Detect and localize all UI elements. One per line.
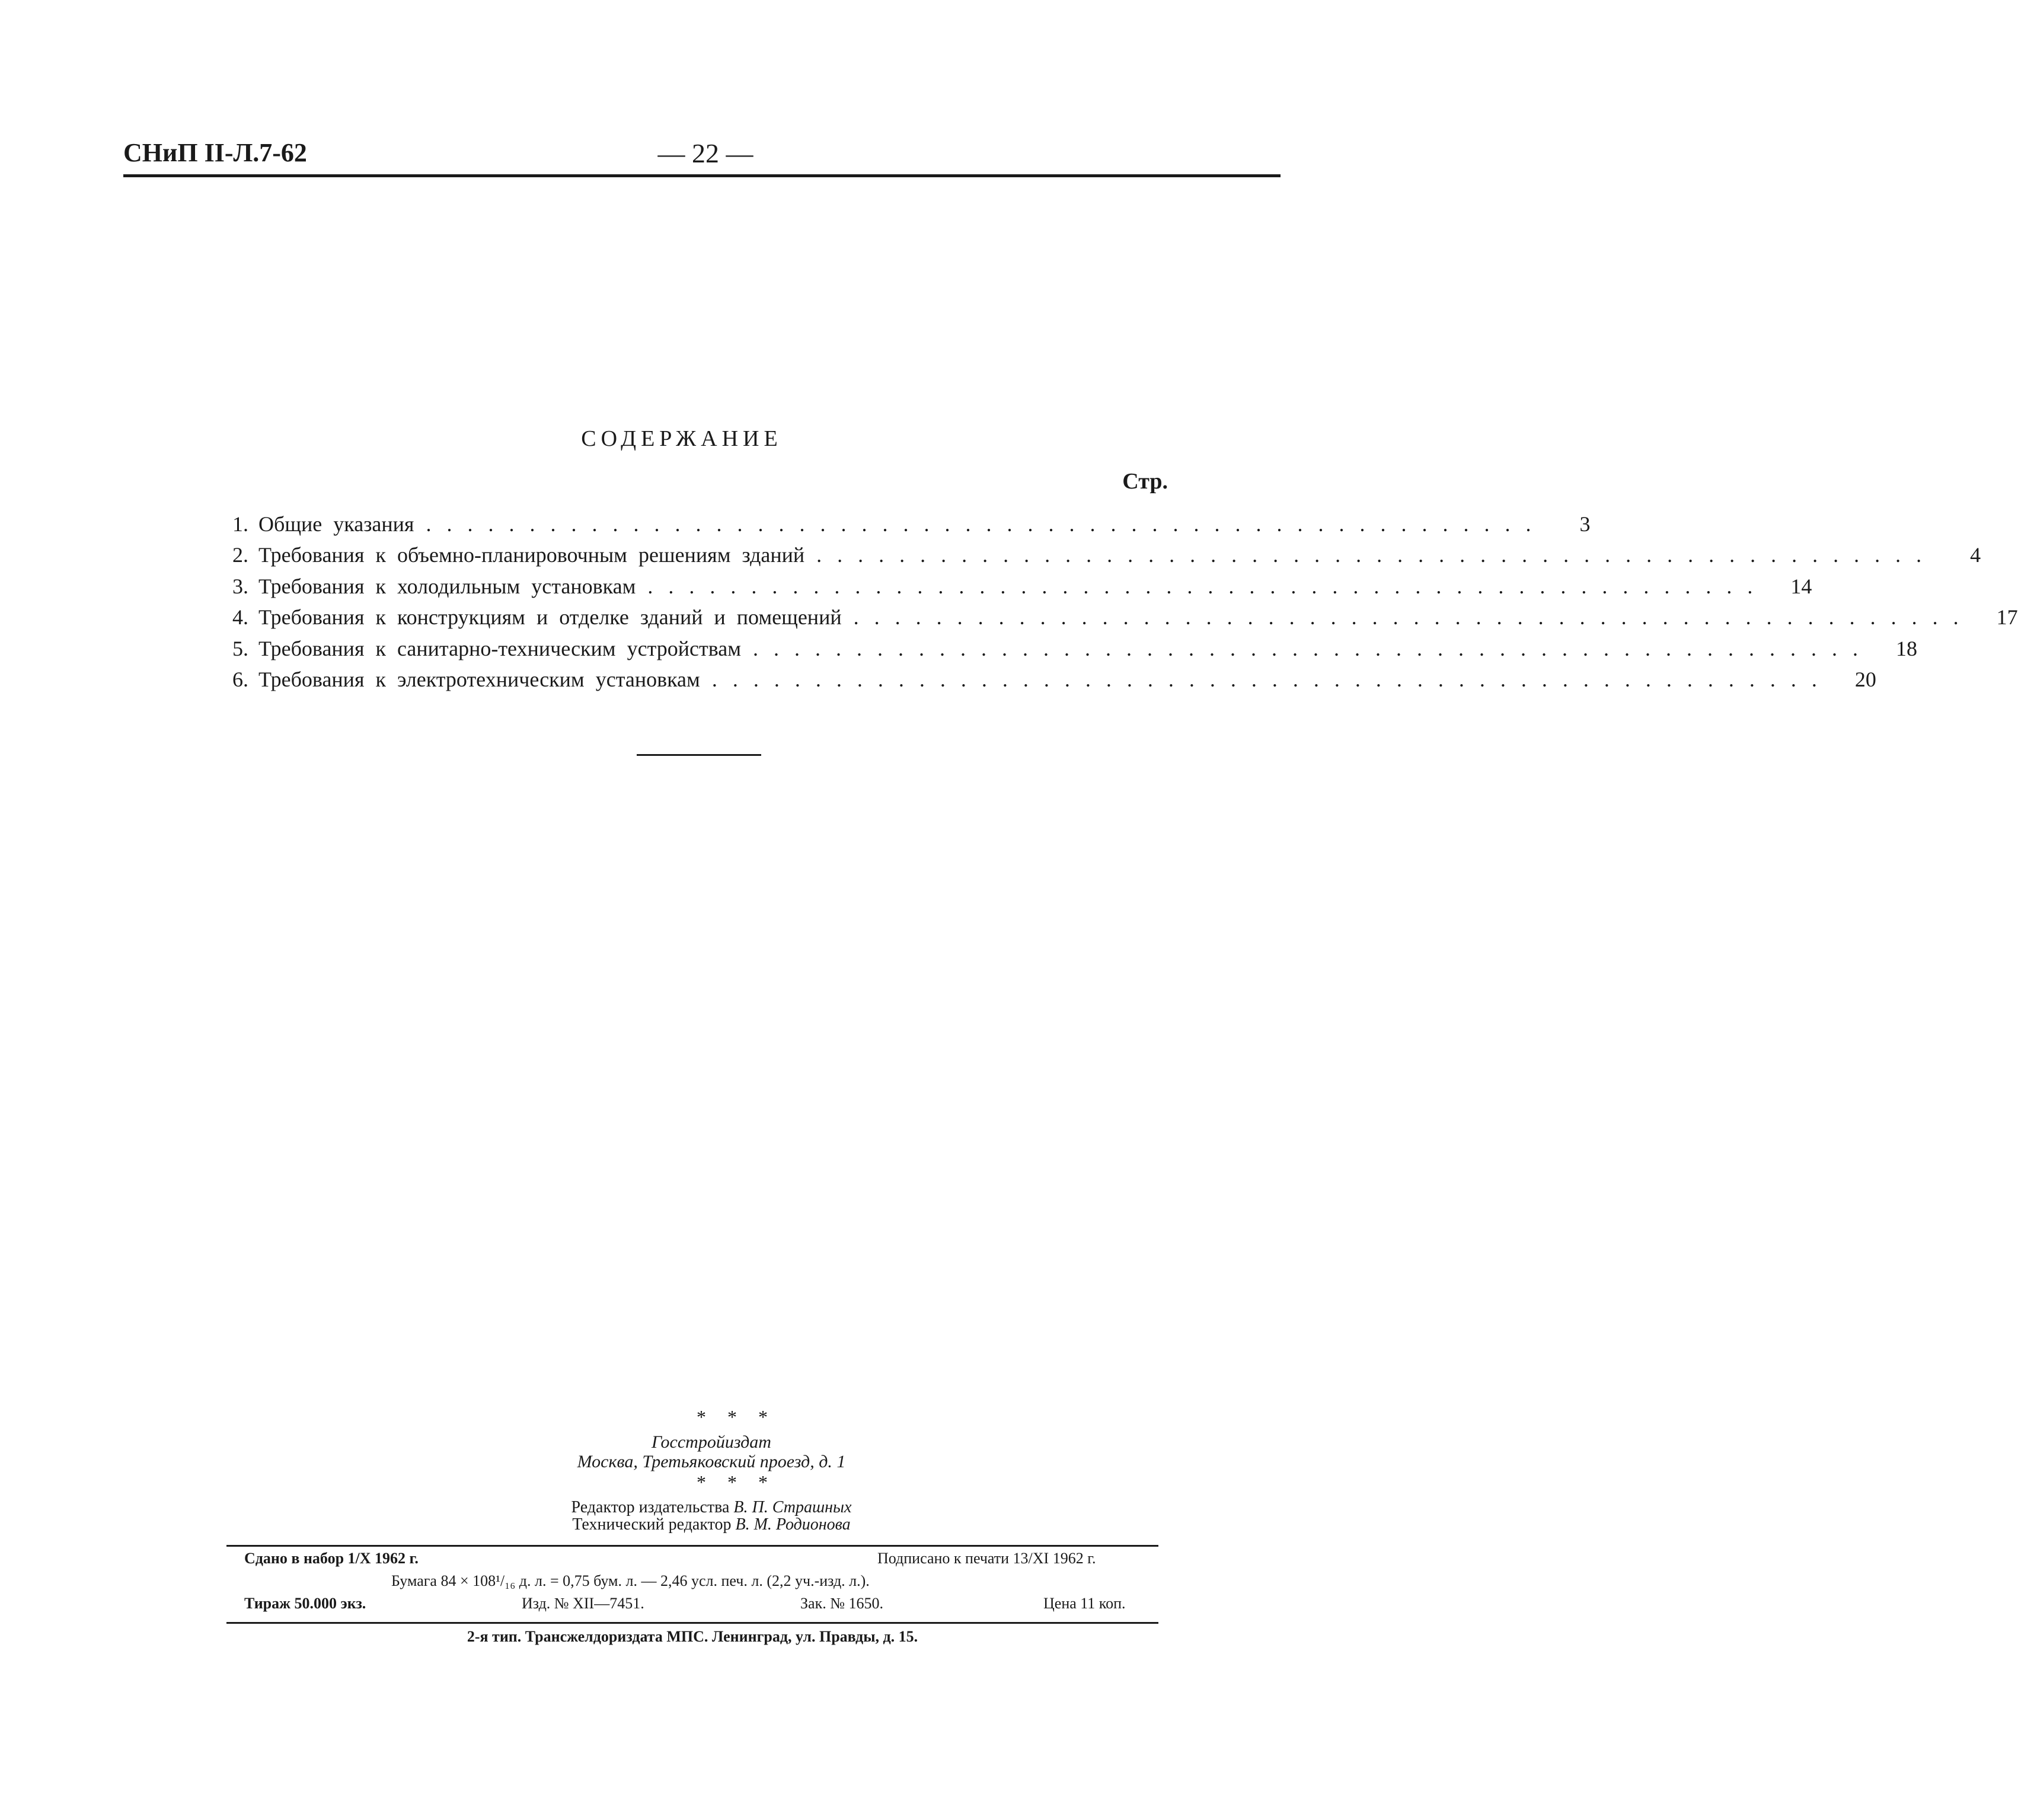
section-divider — [637, 754, 761, 756]
toc-page-column-label: Стр. — [1122, 469, 1168, 494]
toc-entry-page: 3 — [1579, 512, 1591, 536]
tech-editor-label: Технический редактор — [572, 1515, 732, 1534]
imprint-bottom-rule — [226, 1622, 1158, 1624]
page-number: — 22 — — [657, 138, 753, 168]
publisher-address: Москва, Третьяковский проезд, д. 1 — [577, 1452, 846, 1471]
toc-leader-dots: ...................................................... — [753, 636, 1874, 660]
toc-entry-title: Общие указания — [258, 512, 414, 536]
toc-entry-number: 6. — [232, 667, 248, 691]
toc-entry[interactable] — [232, 664, 1876, 695]
toc-entry-page: 20 — [1854, 667, 1876, 691]
toc-leader-dots: ...................................................... — [853, 605, 1974, 630]
signed-date: Подписано к печати 13/XI 1962 г. — [877, 1550, 1096, 1567]
typeset-date: Сдано в набор 1/X 1962 г. — [244, 1550, 419, 1567]
edition-number: Изд. № XII—7451. — [522, 1595, 644, 1612]
toc-entry-page: 4 — [1970, 543, 1981, 567]
price: Цена 11 коп. — [1043, 1595, 1126, 1612]
imprint-top-rule — [226, 1545, 1158, 1547]
asterism: * * * — [697, 1406, 776, 1428]
toc-entry-title: Требования к холодильным установкам — [258, 574, 636, 598]
toc-entry-page: 18 — [1896, 636, 1918, 660]
publisher-block — [474, 1432, 949, 1471]
toc-entry[interactable] — [232, 602, 2018, 633]
editor-name: В. П. Страшных — [733, 1498, 852, 1516]
document-code: СНиП II-Л.7-62 — [123, 138, 307, 167]
toc-leader-dots: ...................................................... — [426, 512, 1547, 536]
toc-entry-number: 4. — [232, 605, 248, 630]
toc-entry-number: 2. — [232, 543, 248, 567]
toc-entry-number: 3. — [232, 574, 248, 598]
toc-entry[interactable] — [232, 539, 1981, 570]
toc-entry[interactable] — [232, 571, 1812, 602]
editor-line — [474, 1499, 949, 1516]
toc-entry-page: 17 — [1996, 605, 2018, 630]
toc-entry-number: 5. — [232, 636, 248, 660]
editors-block — [474, 1499, 949, 1533]
toc-entry-title: Требования к объемно-планировочным решениям зданий — [258, 543, 805, 567]
toc-leader-dots: ...................................................... — [711, 667, 1832, 691]
toc-leader-dots: ...................................................... — [647, 574, 1768, 598]
toc-entry[interactable] — [232, 633, 1918, 664]
order-number: Зак. № 1650. — [800, 1595, 884, 1612]
printer-info: 2-я тип. Трансжелдориздата МПС. Ленинград, ул. Правды, д. 15. — [467, 1628, 918, 1645]
toc-list — [232, 509, 2018, 695]
toc-leader-dots: ...................................................... — [816, 543, 1937, 567]
editor-label: Редактор издательства — [571, 1498, 730, 1516]
header-rule — [123, 174, 1281, 177]
toc-entry-number: 1. — [232, 512, 248, 536]
toc-entry-title: Требования к санитарно-техническим устройствам — [258, 636, 742, 660]
toc-title: СОДЕРЖАНИЕ — [581, 426, 783, 451]
print-run: Тираж 50.000 экз. — [244, 1595, 366, 1612]
asterism: * * * — [697, 1471, 776, 1493]
toc-entry-title: Требования к электротехническим установкам — [258, 667, 700, 691]
paper-format: Бумага 84 × 108¹/₁₆ д. л. = 0,75 бум. л. — 2,46 усл. печ. л. (2,2 уч.-изд. л.). — [391, 1572, 870, 1589]
toc-entry-page: 14 — [1790, 574, 1812, 598]
tech-editor-line — [474, 1516, 949, 1533]
publisher-name: Госстройиздат — [652, 1432, 771, 1452]
toc-entry-title: Требования к конструкциям и отделке зданий и помещений — [258, 605, 842, 630]
tech-editor-name: В. М. Родионова — [735, 1515, 851, 1534]
toc-entry[interactable] — [232, 509, 1591, 539]
